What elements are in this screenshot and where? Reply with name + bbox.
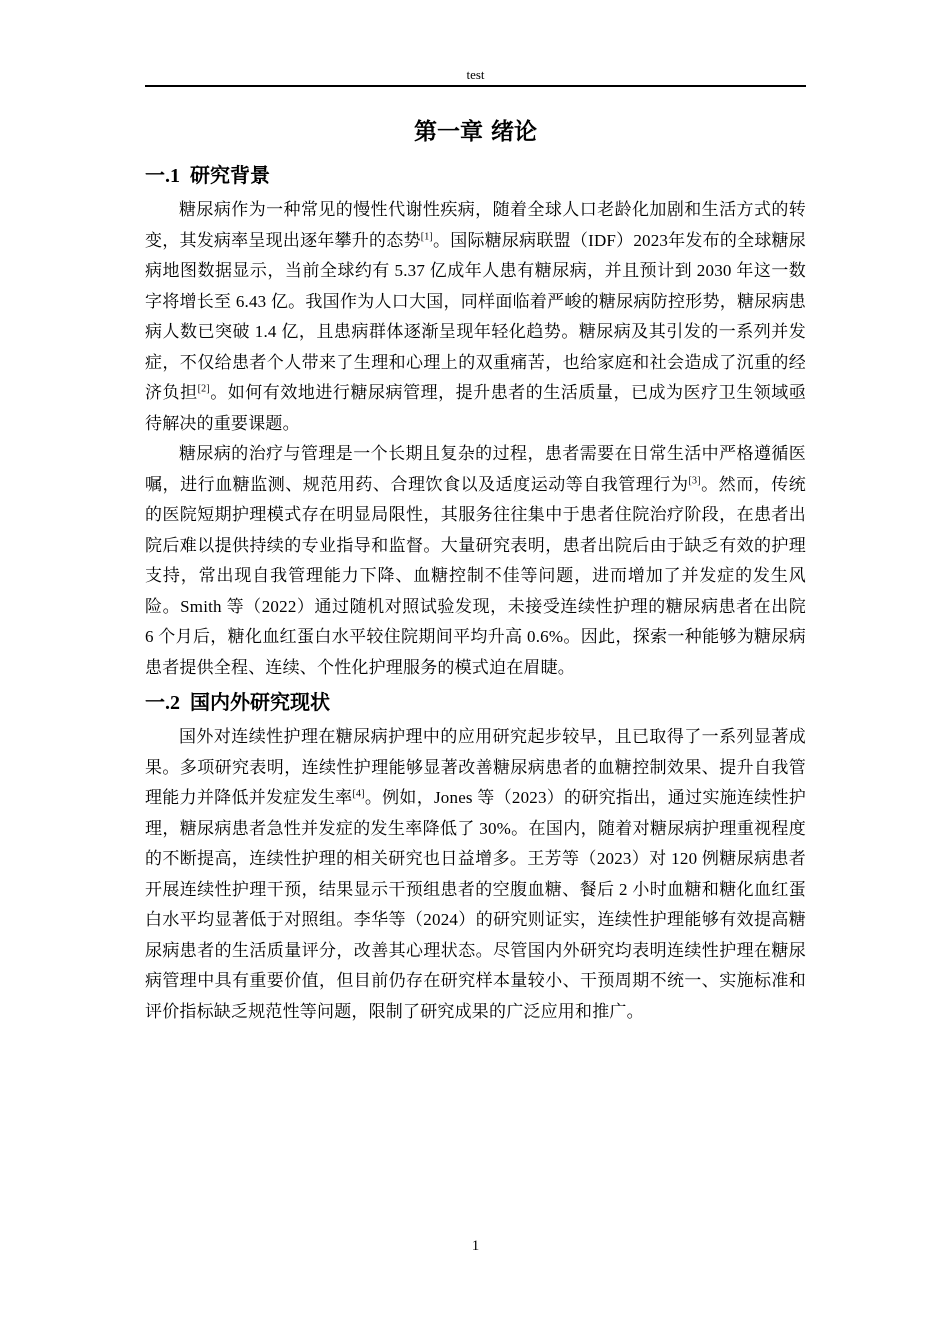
- section-2: [145, 683, 806, 1027]
- paragraph-text: 糖尿病作为一种常见的慢性代谢性疾病，随着全球人口老龄化加剧和生活方式的转变，其发病率呈现出逐年攀升的态势: [145, 200, 806, 250]
- section-heading: [145, 156, 806, 195]
- page-header: test: [466, 67, 485, 82]
- page-content: [145, 108, 806, 1027]
- paragraph-text: 。国际糖尿病联盟（IDF）2023年发布的全球糖尿病地图数据显示，当前全球约有 5.37 亿成年人患有糖尿病，并且预计到 2030 年这一数字将增长至 6.43 亿。我国作为人口大国，同样面临着严峻的糖尿病防控形势，糖尿病患病人数已突破 1.4 亿，且患病群体逐渐呈现年轻化趋势。糖尿病及其引发的一系列并发症，不仅给患者个人带来了生理和心理上的双重痛苦，也给家庭和社会造成了沉重的经济负担: [145, 230, 806, 402]
- paragraph: [145, 722, 806, 1027]
- paragraph: [145, 195, 806, 439]
- paragraph-text: 。然而，传统的医院短期护理模式存在明显局限性，其服务往往集中于患者住院治疗阶段，在患者出院后难以提供持续的专业指导和监督。大量研究表明，患者出院后由于缺乏有效的护理支持，常出现自我管理能力下降、血糖控制不佳等问题，进而增加了并发症的发生风险。Smith 等（2022）通过随机对照试验发现，未接受连续性护理的糖尿病患者在出院 6 个月后，糖化血红蛋白水平较住院期间平均升高 0.6%。因此，探索一种能够为糖尿病患者提供全程、连续、个性化护理服务的模式迫在眉睫。: [145, 474, 806, 677]
- paragraph-text: 。如何有效地进行糖尿病管理，提升患者的生活质量，已成为医疗卫生领域亟待解决的重要课题。: [145, 383, 806, 433]
- paragraph-text: 国外对连续性护理在糖尿病护理中的应用研究起步较早，且已取得了一系列显著成果。多项研究表明，连续性护理能够显著改善糖尿病患者的血糖控制效果、提升自我管理能力并降低并发症发生率: [145, 727, 806, 807]
- citation: [1]: [420, 230, 433, 242]
- section-title: 研究背景: [190, 163, 270, 187]
- section-1: [145, 156, 806, 683]
- citation: [2]: [197, 383, 210, 395]
- paragraph: [145, 439, 806, 683]
- page-number: 1: [471, 1238, 480, 1254]
- citation: [3]: [688, 474, 701, 486]
- section-number: 一.1: [145, 165, 180, 187]
- citation: [4]: [352, 788, 365, 800]
- section-heading: [145, 683, 806, 722]
- section-number: 一.2: [145, 692, 180, 714]
- chapter-title: 第一章 绪论: [413, 119, 537, 145]
- paragraph-text: 糖尿病的治疗与管理是一个长期且复杂的过程，患者需要在日常生活中严格遵循医嘱，进行血糖监测、规范用药、合理饮食以及适度运动等自我管理行为: [145, 444, 806, 494]
- paragraph-text: 。例如，Jones 等（2023）的研究指出，通过实施连续性护理，糖尿病患者急性并发症的发生率降低了 30%。在国内，随着对糖尿病护理重视程度的不断提高，连续性护理的相关研究也日益增多。王芳等（2023）对 120 例糖尿病患者开展连续性护理干预，结果显示干预组患者的空腹血糖、餐后 2 小时血糖和糖化血红蛋白水平均显著低于对照组。李华等（2024）的研究则证实，连续性护理能够有效提高糖尿病患者的生活质量评分，改善其心理状态。尽管国内外研究均表明连续性护理在糖尿病管理中具有重要价值，但目前仍存在研究样本量较小、干预周期不统一、实施标准和评价指标缺乏规范性等问题，限制了研究成果的广泛应用和推广。: [145, 788, 806, 1021]
- header-rule: [145, 85, 806, 87]
- section-title: 国内外研究现状: [190, 690, 330, 714]
